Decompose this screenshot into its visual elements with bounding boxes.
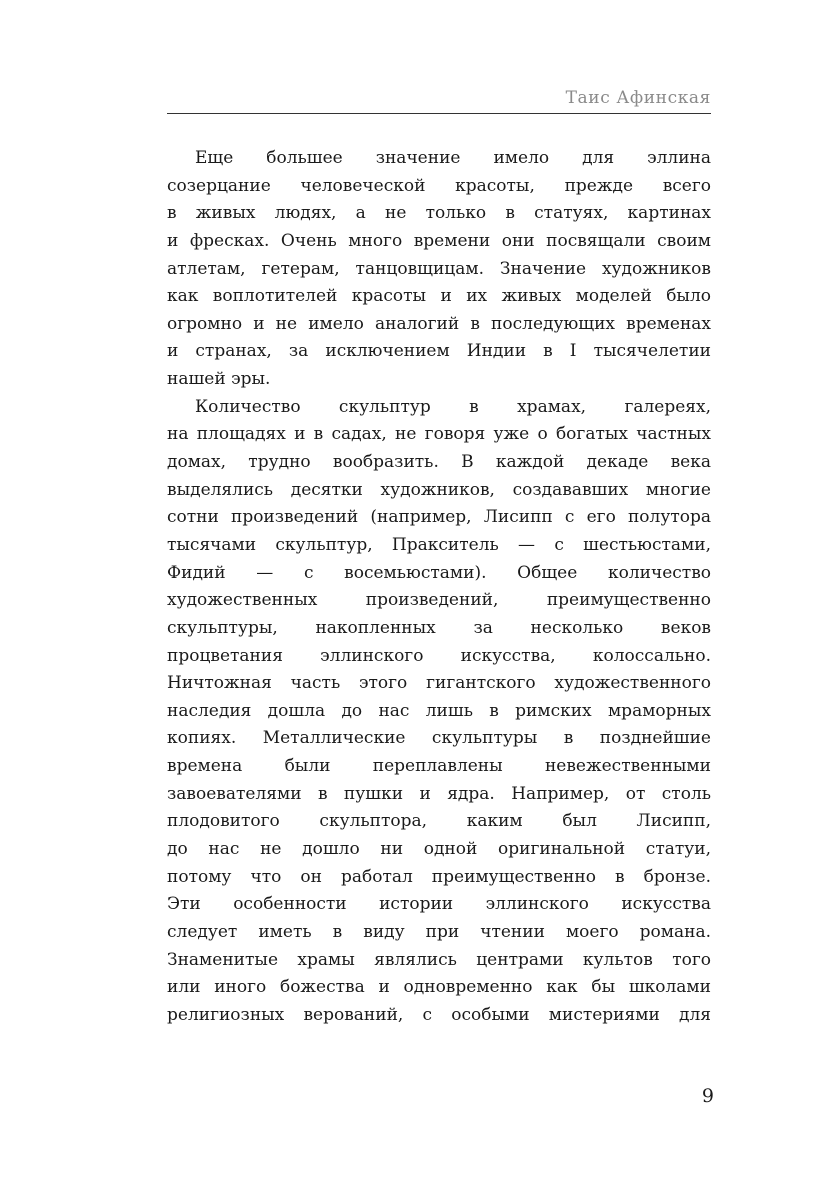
text-line: нашей эры.	[167, 369, 271, 390]
text-line: как воплотителей красоты и их живых моделей было	[167, 286, 711, 307]
text-line: художественных произведений, преимущественно	[167, 590, 711, 611]
text-line: следует иметь в виду при чтении моего романа.	[167, 921, 711, 942]
text-line: тысячами скульптур, Пракситель — с шестьюстами,	[167, 534, 711, 555]
text-line: и странах, за исключением Индии в I тысячелетии	[167, 341, 711, 362]
running-header	[167, 86, 711, 114]
body-text	[167, 145, 711, 1030]
text-line: выделялись десятки художников, создававших многие	[167, 479, 711, 500]
text-line: религиозных верований, с особыми мистериями для	[167, 1004, 711, 1025]
text-line: Фидий — с восемьюстами). Общее количество	[167, 562, 711, 583]
text-line: атлетам, гетерам, танцовщицам. Значение художников	[167, 258, 711, 279]
text-line: времена были переплавлены невежественными	[167, 756, 711, 777]
text-line: до нас не дошло ни одной оригинальной статуи,	[167, 839, 711, 860]
text-line: завоевателями в пушки и ядра. Например, от столь	[167, 783, 711, 804]
text-line: Количество скульптур в храмах, галереях,	[195, 396, 711, 417]
text-line: сотни произведений (например, Лисипп с его полутора	[167, 507, 711, 528]
page-number: 9	[701, 1085, 714, 1107]
text-line: плодовитого скульптора, каким был Лисипп,	[167, 811, 711, 832]
text-line: Ничтожная часть этого гигантского художественного	[167, 673, 711, 694]
text-line: огромно и не имело аналогий в последующих временах	[167, 313, 711, 334]
text-line: на площадях и в садах, не говоря уже о богатых частных	[167, 424, 711, 445]
text-line: скульптуры, накопленных за несколько веков	[167, 617, 711, 638]
running-title: Таис Афинская	[565, 88, 711, 108]
text-line: потому что он работал преимущественно в бронзе.	[167, 866, 711, 887]
text-line: и фресках. Очень много времени они посвящали своим	[167, 230, 711, 251]
text-line: процветания эллинского искусства, колоссально.	[167, 645, 711, 666]
text-line: в живых людях, а не только в статуях, картинах	[167, 203, 711, 224]
text-line: домах, трудно вообразить. В каждой декаде века	[167, 452, 711, 473]
text-line: Еще большее значение имело для эллина	[195, 148, 711, 168]
text-line: Знаменитые храмы являлись центрами культов того	[167, 949, 711, 970]
text-line: созерцание человеческой красоты, прежде всего	[167, 175, 711, 196]
text-line: наследия дошла до нас лишь в римских мраморных	[167, 700, 711, 721]
text-line: или иного божества и одновременно как бы школами	[167, 977, 711, 998]
text-line: копиях. Металлические скульптуры в позднейшие	[167, 728, 711, 749]
text-line: Эти особенности истории эллинского искусства	[167, 894, 711, 915]
